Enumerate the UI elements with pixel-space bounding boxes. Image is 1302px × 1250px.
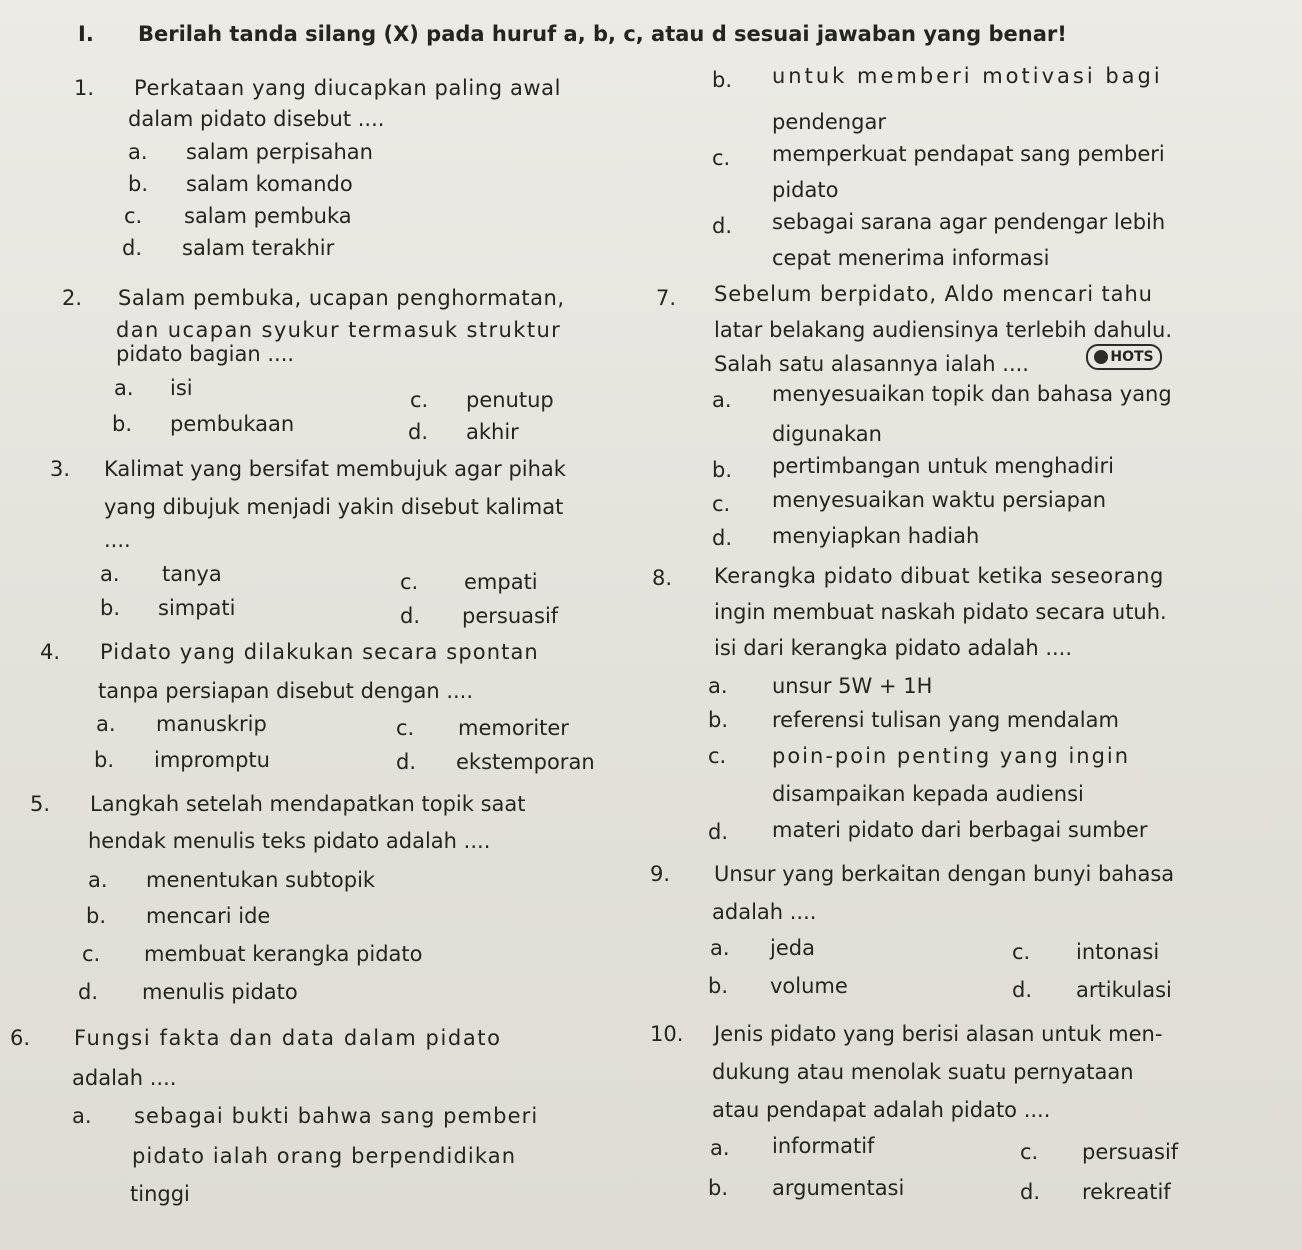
option-text[interactable]: referensi tulisan yang mendalam bbox=[772, 708, 1119, 732]
question-text-line: dan ucapan syukur termasuk struktur bbox=[116, 318, 562, 342]
option-letter[interactable]: b. bbox=[708, 708, 729, 732]
option-letter[interactable]: a. bbox=[72, 1104, 92, 1128]
option-text[interactable]: salam perpisahan bbox=[186, 140, 373, 164]
question-number: 6. bbox=[10, 1026, 31, 1050]
option-letter[interactable]: b. bbox=[100, 596, 121, 620]
question-text-line: ingin membuat naskah pidato secara utuh. bbox=[714, 600, 1167, 624]
question-text-line: Kalimat yang bersifat membujuk agar pihak bbox=[104, 457, 566, 481]
option-letter[interactable]: d. bbox=[712, 214, 733, 238]
option-text[interactable]: materi pidato dari berbagai sumber bbox=[772, 818, 1148, 842]
question-number: 9. bbox=[650, 862, 671, 886]
question-text-line: atau pendapat adalah pidato .... bbox=[712, 1098, 1051, 1122]
option-text[interactable]: isi bbox=[170, 376, 193, 400]
question-number: 7. bbox=[656, 286, 677, 310]
option-letter[interactable]: a. bbox=[88, 868, 108, 892]
question-number: 10. bbox=[650, 1022, 684, 1046]
option-letter[interactable]: c. bbox=[400, 570, 419, 594]
option-letter[interactable]: b. bbox=[128, 172, 149, 196]
question-text-line: Perkataan yang diucapkan paling awal bbox=[134, 76, 562, 100]
option-text[interactable]: informatif bbox=[772, 1134, 875, 1158]
option-letter[interactable]: c. bbox=[1012, 940, 1031, 964]
option-text[interactable]: pembukaan bbox=[170, 412, 295, 436]
option-letter[interactable]: a. bbox=[710, 1136, 730, 1160]
question-text-line: Fungsi fakta dan data dalam pidato bbox=[74, 1026, 502, 1050]
option-text[interactable]: artikulasi bbox=[1076, 978, 1172, 1002]
option-letter[interactable]: a. bbox=[710, 936, 730, 960]
option-letter[interactable]: d. bbox=[396, 750, 417, 774]
option-text[interactable]: menyiapkan hadiah bbox=[772, 524, 980, 548]
option-text[interactable]: salam terakhir bbox=[182, 236, 335, 260]
option-text[interactable]: menyesuaikan topik dan bahasa yang bbox=[772, 382, 1172, 406]
option-text[interactable]: unsur 5W + 1H bbox=[772, 674, 933, 698]
option-text[interactable]: memoriter bbox=[458, 716, 569, 740]
option-letter[interactable]: d. bbox=[1020, 1180, 1041, 1204]
option-letter[interactable]: d. bbox=[78, 980, 99, 1004]
instruction-number: I. bbox=[78, 22, 94, 46]
option-text[interactable]: tanya bbox=[162, 562, 222, 586]
option-letter[interactable]: d. bbox=[708, 820, 729, 844]
question-text-line: Langkah setelah mendapatkan topik saat bbox=[90, 792, 526, 816]
option-text[interactable]: pidato bbox=[772, 178, 839, 202]
option-text[interactable]: persuasif bbox=[1082, 1140, 1179, 1164]
option-letter[interactable]: c. bbox=[124, 204, 143, 228]
question-text-line: Salah satu alasannya ialah .... bbox=[714, 352, 1029, 376]
option-letter[interactable]: d. bbox=[400, 604, 421, 628]
question-number: 8. bbox=[652, 566, 673, 590]
question-text-line: tanpa persiapan disebut dengan .... bbox=[98, 679, 474, 703]
option-letter[interactable]: b. bbox=[112, 412, 133, 436]
question-text-line: Kerangka pidato dibuat ketika seseorang bbox=[714, 564, 1164, 588]
option-text[interactable]: untuk memberi motivasi bagi bbox=[772, 64, 1163, 88]
option-letter[interactable]: c. bbox=[82, 942, 101, 966]
option-letter[interactable]: c. bbox=[712, 146, 731, 170]
question-text-line: Sebelum berpidato, Aldo mencari tahu bbox=[714, 282, 1153, 306]
option-letter[interactable]: b. bbox=[712, 458, 733, 482]
question-text-line: Pidato yang dilakukan secara spontan bbox=[100, 640, 539, 664]
option-text[interactable]: pendengar bbox=[772, 110, 886, 134]
question-text-line: dukung atau menolak suatu pernyataan bbox=[712, 1060, 1134, 1084]
hots-dot-icon bbox=[1094, 350, 1108, 364]
option-text[interactable]: disampaikan kepada audiensi bbox=[772, 782, 1084, 806]
option-text[interactable]: memperkuat pendapat sang pemberi bbox=[772, 142, 1165, 166]
option-letter[interactable]: c. bbox=[708, 744, 727, 768]
hots-badge bbox=[1086, 344, 1162, 370]
option-text[interactable]: simpati bbox=[158, 596, 236, 620]
option-text[interactable]: intonasi bbox=[1076, 940, 1160, 964]
option-text[interactable]: mencari ide bbox=[146, 904, 271, 928]
option-text[interactable]: impromptu bbox=[154, 748, 270, 772]
question-text-line: Jenis pidato yang berisi alasan untuk men- bbox=[714, 1022, 1163, 1046]
option-letter[interactable]: d. bbox=[1012, 978, 1033, 1002]
option-text[interactable]: akhir bbox=[466, 420, 519, 444]
option-text[interactable]: rekreatif bbox=[1082, 1180, 1171, 1204]
option-text[interactable]: argumentasi bbox=[772, 1176, 905, 1200]
option-letter[interactable]: b. bbox=[708, 974, 729, 998]
question-text-line: .... bbox=[104, 528, 131, 552]
option-text[interactable]: pertimbangan untuk menghadiri bbox=[772, 454, 1114, 478]
option-text[interactable]: pidato ialah orang berpendidikan bbox=[132, 1144, 517, 1168]
option-text[interactable]: poin-poin penting yang ingin bbox=[772, 744, 1131, 768]
option-letter[interactable]: d. bbox=[712, 526, 733, 550]
option-letter[interactable]: b. bbox=[94, 748, 115, 772]
option-letter[interactable]: a. bbox=[128, 140, 148, 164]
option-text[interactable]: penutup bbox=[466, 388, 554, 412]
option-letter[interactable]: a. bbox=[712, 388, 732, 412]
option-letter[interactable]: d. bbox=[408, 420, 429, 444]
option-letter[interactable]: c. bbox=[410, 388, 429, 412]
question-text-line: yang dibujuk menjadi yakin disebut kalimat bbox=[104, 495, 564, 519]
option-text[interactable]: salam pembuka bbox=[184, 204, 352, 228]
option-text[interactable]: persuasif bbox=[462, 604, 559, 628]
option-text[interactable]: jeda bbox=[770, 936, 815, 960]
option-text[interactable]: membuat kerangka pidato bbox=[144, 942, 423, 966]
option-text[interactable]: volume bbox=[770, 974, 848, 998]
question-text-line: latar belakang audiensinya terlebih dahulu. bbox=[714, 318, 1173, 342]
option-text[interactable]: tinggi bbox=[130, 1182, 190, 1206]
question-number: 4. bbox=[40, 640, 61, 664]
option-text[interactable]: ekstemporan bbox=[456, 750, 595, 774]
option-letter[interactable]: c. bbox=[396, 716, 415, 740]
option-text[interactable]: empati bbox=[464, 570, 538, 594]
question-text-line: adalah .... bbox=[712, 900, 817, 924]
option-text[interactable]: menentukan subtopik bbox=[146, 868, 376, 892]
question-text-line: pidato bagian .... bbox=[116, 342, 295, 366]
option-text[interactable]: salam komando bbox=[186, 172, 353, 196]
option-text[interactable]: sebagai sarana agar pendengar lebih bbox=[772, 210, 1166, 234]
question-text-line: Unsur yang berkaitan dengan bunyi bahasa bbox=[714, 862, 1175, 886]
question-text-line: hendak menulis teks pidato adalah .... bbox=[88, 829, 491, 853]
question-text-line: adalah .... bbox=[72, 1066, 177, 1090]
option-letter[interactable]: b. bbox=[712, 68, 733, 92]
option-letter[interactable]: b. bbox=[86, 904, 107, 928]
question-number: 5. bbox=[30, 792, 51, 816]
question-text-line: Salam pembuka, ucapan penghormatan, bbox=[118, 286, 565, 310]
option-text[interactable]: digunakan bbox=[772, 422, 882, 446]
option-letter[interactable]: d. bbox=[122, 236, 143, 260]
option-letter[interactable]: b. bbox=[708, 1176, 729, 1200]
question-number: 1. bbox=[74, 76, 95, 100]
option-letter[interactable]: a. bbox=[708, 674, 728, 698]
instruction-text: Berilah tanda silang (X) pada huruf a, b, c, atau d sesuai jawaban yang benar! bbox=[138, 22, 1067, 46]
question-text-line: dalam pidato disebut .... bbox=[128, 107, 385, 131]
option-text[interactable]: menyesuaikan waktu persiapan bbox=[772, 488, 1107, 512]
option-letter[interactable]: c. bbox=[712, 492, 731, 516]
option-text[interactable]: menulis pidato bbox=[142, 980, 298, 1004]
question-number: 2. bbox=[62, 286, 83, 310]
option-letter[interactable]: a. bbox=[114, 376, 134, 400]
option-text[interactable]: manuskrip bbox=[156, 712, 267, 736]
hots-label: HOTS bbox=[1110, 349, 1154, 365]
question-text-line: isi dari kerangka pidato adalah .... bbox=[714, 636, 1073, 660]
option-letter[interactable]: a. bbox=[100, 562, 120, 586]
option-letter[interactable]: a. bbox=[96, 712, 116, 736]
option-text[interactable]: cepat menerima informasi bbox=[772, 246, 1050, 270]
option-text[interactable]: sebagai bukti bahwa sang pemberi bbox=[134, 1104, 539, 1128]
option-letter[interactable]: c. bbox=[1020, 1140, 1039, 1164]
question-number: 3. bbox=[50, 457, 71, 481]
